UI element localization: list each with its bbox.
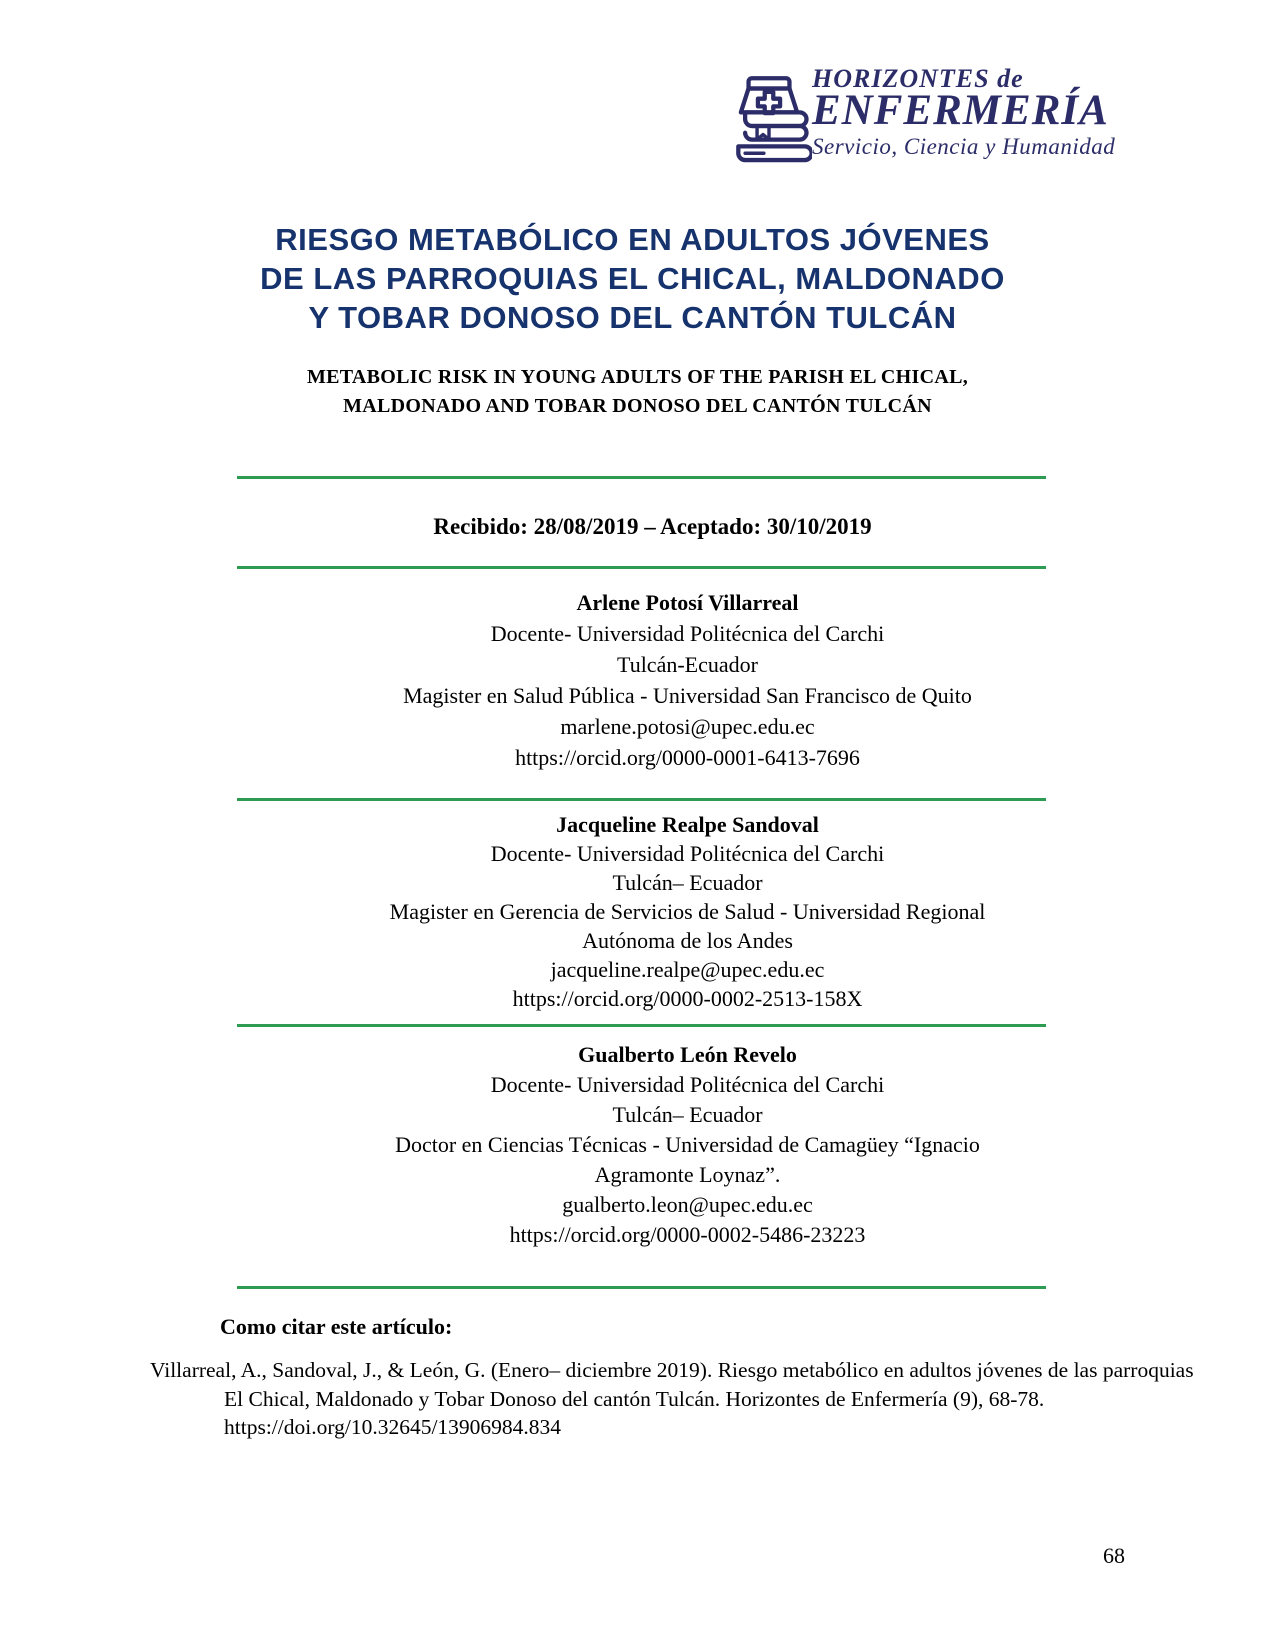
author-email: marlene.potosi@upec.edu.ec — [560, 714, 815, 739]
author-email: gualberto.leon@upec.edu.ec — [562, 1192, 813, 1217]
page-number: 68 — [1103, 1543, 1125, 1568]
author-orcid: https://orcid.org/0000-0002-2513-158X — [512, 986, 863, 1011]
article-title — [0, 220, 1265, 337]
article-title-en-line: MALDONADO AND TOBAR DONOSO DEL CANTÓN TULCÁN — [343, 395, 932, 417]
article-title-english — [0, 363, 1275, 421]
separator-line — [237, 566, 1046, 569]
received-accepted-dates: Recibido: 28/08/2019 – Aceptado: 30/10/2019 — [433, 514, 872, 539]
author-degree-line: Agramonte Loynaz”. — [594, 1162, 781, 1187]
author-degree-line: Magister en Gerencia de Servicios de Salud - Universidad Regional — [389, 899, 986, 924]
author-email: jacqueline.realpe@upec.edu.ec — [550, 957, 825, 982]
author-name: Arlene Potosí Villarreal — [576, 590, 799, 615]
journal-title-top: HORIZONTES de — [812, 64, 1024, 93]
author-affiliation-line: Docente- Universidad Politécnica del Carchi — [490, 1072, 885, 1097]
separator-line — [237, 1024, 1046, 1027]
author-location-line: Tulcán-Ecuador — [617, 652, 758, 677]
separator-line — [237, 476, 1046, 479]
nurse-cap-books-icon — [726, 68, 812, 172]
author-degree-line: Magister en Salud Pública - Universidad San Francisco de Quito — [403, 683, 972, 708]
journal-name: ENFERMERÍA — [812, 87, 1109, 134]
author-affiliation-line: Docente- Universidad Politécnica del Carchi — [490, 841, 885, 866]
article-title-line: DE LAS PARROQUIAS EL CHICAL, MALDONADO — [260, 261, 1005, 296]
article-title-line: Y TOBAR DONOSO DEL CANTÓN TULCÁN — [308, 300, 957, 335]
separator-line — [237, 1286, 1046, 1289]
author-location-line: Tulcán– Ecuador — [612, 870, 763, 895]
separator-line — [237, 798, 1046, 801]
author-block-2 — [100, 810, 1275, 1013]
article-title-en-line: METABOLIC RISK IN YOUNG ADULTS OF THE PARISH EL CHICAL, — [306, 366, 969, 388]
author-degree-line: Doctor en Ciencias Técnicas - Universidad de Camagüey “Ignacio — [395, 1132, 980, 1157]
journal-logo — [700, 62, 1150, 177]
journal-logo-text — [812, 64, 1115, 160]
author-name: Jacqueline Realpe Sandoval — [556, 812, 819, 837]
author-location-line: Tulcán– Ecuador — [612, 1102, 763, 1127]
citation-text: Villarreal, A., Sandoval, J., & León, G. (Enero– diciembre 2019). Riesgo metabólico en adultos jóvenes de las parroquias El Chical, Maldonado y Tobar Donoso del cantón Tulcán. Horizontes de Enfermería (9), 68-78. https://doi.org/10.32645/13906984.834 — [150, 1358, 1194, 1439]
author-name: Gualberto León Revelo — [578, 1042, 797, 1067]
author-orcid: https://orcid.org/0000-0001-6413-7696 — [515, 745, 860, 770]
author-block-1 — [100, 587, 1275, 773]
article-title-line: RIESGO METABÓLICO EN ADULTOS JÓVENES — [275, 222, 990, 257]
author-affiliation-line: Docente- Universidad Politécnica del Carchi — [490, 621, 885, 646]
author-orcid: https://orcid.org/0000-0002-5486-23223 — [509, 1222, 866, 1247]
journal-tagline: Servicio, Ciencia y Humanidad — [812, 134, 1116, 159]
citation-heading: Como citar este artículo: — [220, 1314, 453, 1339]
author-degree-line: Autónoma de los Andes — [582, 928, 793, 953]
author-block-3 — [100, 1040, 1275, 1250]
